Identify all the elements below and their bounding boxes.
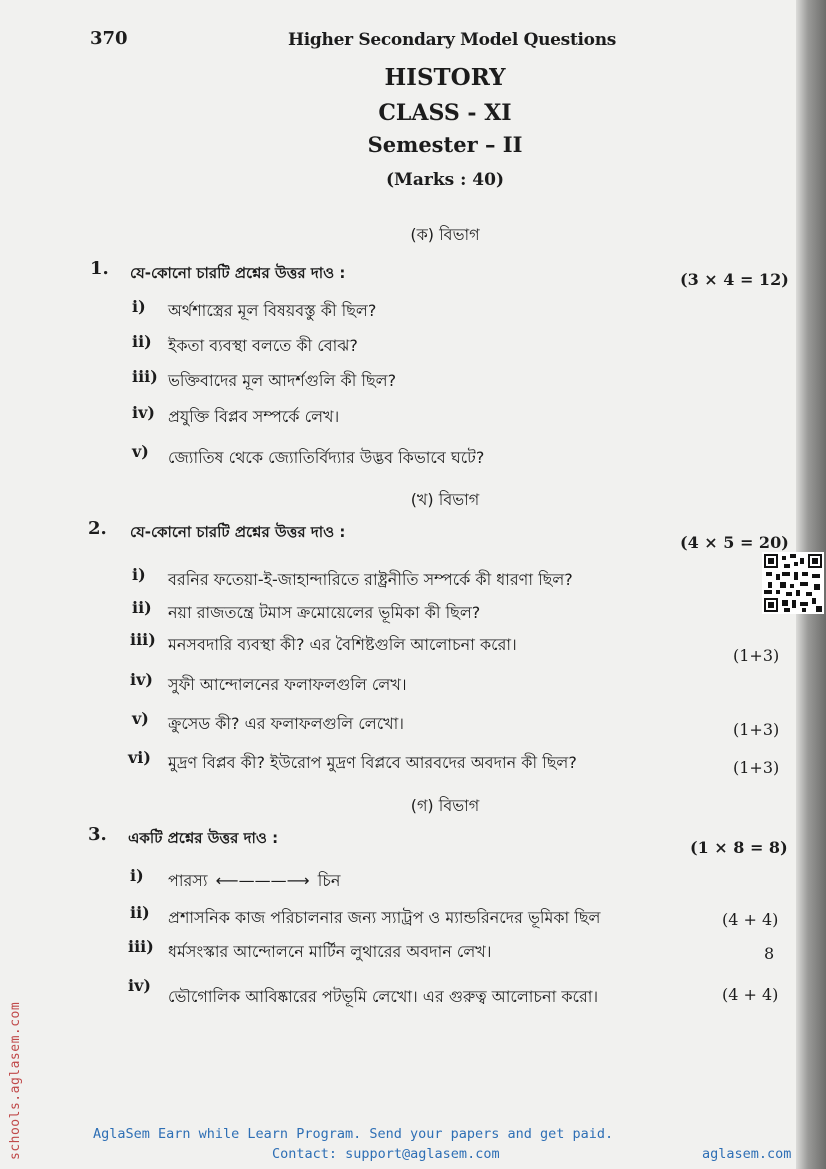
question-item: ধর্মসংস্কার আন্দোলনে মার্টিন লুথারের অবদান লেখ। bbox=[168, 942, 492, 961]
question-item: অর্থশাস্ত্রের মূল বিষয়বস্তু কী ছিল? bbox=[168, 301, 377, 320]
question-item: নয়া রাজতন্ত্রে টমাস ক্রমোয়েলের ভূমিকা কী ছিল? bbox=[168, 603, 481, 622]
item-roman: iv) bbox=[132, 403, 155, 422]
page-number: 370 bbox=[90, 28, 128, 49]
footer-contact[interactable]: Contact: support@aglasem.com bbox=[272, 1146, 500, 1162]
item-marks: (1+3) bbox=[733, 646, 780, 665]
item-roman: v) bbox=[132, 709, 149, 728]
question-number: 1. bbox=[90, 258, 109, 279]
match-left: পারস্য bbox=[168, 871, 208, 890]
question-item: প্রশাসনিক কাজ পরিচালনার জন্য স্যাট্রপ ও ম্যান্ডরিনদের ভূমিকা ছিল bbox=[168, 908, 601, 927]
question-item: ইকতা ব্যবস্থা বলতে কী বোঝ? bbox=[168, 336, 358, 355]
question-marks: (4 × 5 = 20) bbox=[680, 533, 789, 552]
vertical-watermark: schools.aglasem.com bbox=[8, 1001, 23, 1160]
match-item bbox=[168, 868, 340, 895]
item-roman: i) bbox=[132, 297, 146, 316]
class-title: CLASS - XI bbox=[378, 100, 512, 126]
item-marks: (4 + 4) bbox=[722, 910, 779, 929]
item-roman: iii) bbox=[132, 367, 158, 386]
question-marks: (3 × 4 = 12) bbox=[680, 270, 789, 289]
item-roman: ii) bbox=[130, 903, 150, 922]
question-item: ভক্তিবাদের মূল আদর্শগুলি কী ছিল? bbox=[168, 371, 397, 390]
item-roman: vi) bbox=[128, 748, 151, 767]
footer-site-link[interactable]: aglasem.com bbox=[702, 1146, 792, 1162]
book-title: Higher Secondary Model Questions bbox=[288, 30, 617, 50]
semester-title: Semester – II bbox=[367, 132, 523, 157]
total-marks: (Marks : 40) bbox=[386, 170, 504, 190]
question-marks: (1 × 8 = 8) bbox=[690, 838, 788, 857]
item-roman: ii) bbox=[132, 332, 152, 351]
question-item: ক্রুসেড কী? এর ফলাফলগুলি লেখো। bbox=[168, 714, 405, 733]
item-roman: iii) bbox=[130, 630, 156, 649]
section-heading-c: (গ) বিভাগ bbox=[410, 796, 480, 815]
question-number: 2. bbox=[88, 518, 107, 539]
question-item: প্রযুক্তি বিপ্লব সম্পর্কে লেখ। bbox=[168, 407, 340, 426]
question-item: মনসবদারি ব্যবস্থা কী? এর বৈশিষ্টগুলি আলোচনা করো। bbox=[168, 635, 517, 654]
item-roman: iv) bbox=[130, 670, 153, 689]
item-marks: (4 + 4) bbox=[722, 985, 779, 1004]
match-right: চিন bbox=[317, 871, 341, 890]
question-number: 3. bbox=[88, 824, 107, 845]
question-instruction: একটি প্রশ্নের উত্তর দাও : bbox=[128, 829, 279, 847]
question-item: বরনির ফতেয়া-ই-জাহান্দারিতে রাষ্ট্রনীতি সম্পর্কে কী ধারণা ছিল? bbox=[168, 570, 573, 589]
item-roman: i) bbox=[130, 866, 144, 885]
item-roman: ii) bbox=[132, 598, 152, 617]
item-roman: iv) bbox=[128, 976, 151, 995]
question-item: সুফী আন্দোলনের ফলাফলগুলি লেখ। bbox=[168, 675, 407, 694]
item-marks: (1+3) bbox=[733, 720, 780, 739]
section-heading-b: (খ) বিভাগ bbox=[410, 490, 480, 509]
subject-title: HISTORY bbox=[384, 64, 506, 91]
item-roman: iii) bbox=[128, 937, 154, 956]
item-marks: 8 bbox=[764, 944, 775, 963]
question-item: জ্যোতিষ থেকে জ্যোতির্বিদ্যার উদ্ভব কিভাবে ঘটে? bbox=[168, 448, 485, 467]
double-arrow-icon: ⟵———⟶ bbox=[215, 871, 310, 890]
item-roman: v) bbox=[132, 442, 149, 461]
item-roman: i) bbox=[132, 565, 146, 584]
qr-code-icon bbox=[762, 552, 824, 614]
footer-program-text: AglaSem Earn while Learn Program. Send your papers and get paid. bbox=[93, 1126, 614, 1142]
section-heading-a: (ক) বিভাগ bbox=[410, 225, 480, 244]
question-instruction: যে-কোনো চারটি প্রশ্নের উত্তর দাও : bbox=[130, 523, 346, 541]
question-item: মুদ্রণ বিপ্লব কী? ইউরোপ মুদ্রণ বিপ্লবে আরবদের অবদান কী ছিল? bbox=[168, 753, 577, 772]
question-item: ভৌগোলিক আবিষ্কারের পটভূমি লেখো। এর গুরুত্ব আলোচনা করো। bbox=[168, 987, 599, 1006]
item-marks: (1+3) bbox=[733, 758, 780, 777]
question-instruction: যে-কোনো চারটি প্রশ্নের উত্তর দাও : bbox=[130, 264, 346, 282]
